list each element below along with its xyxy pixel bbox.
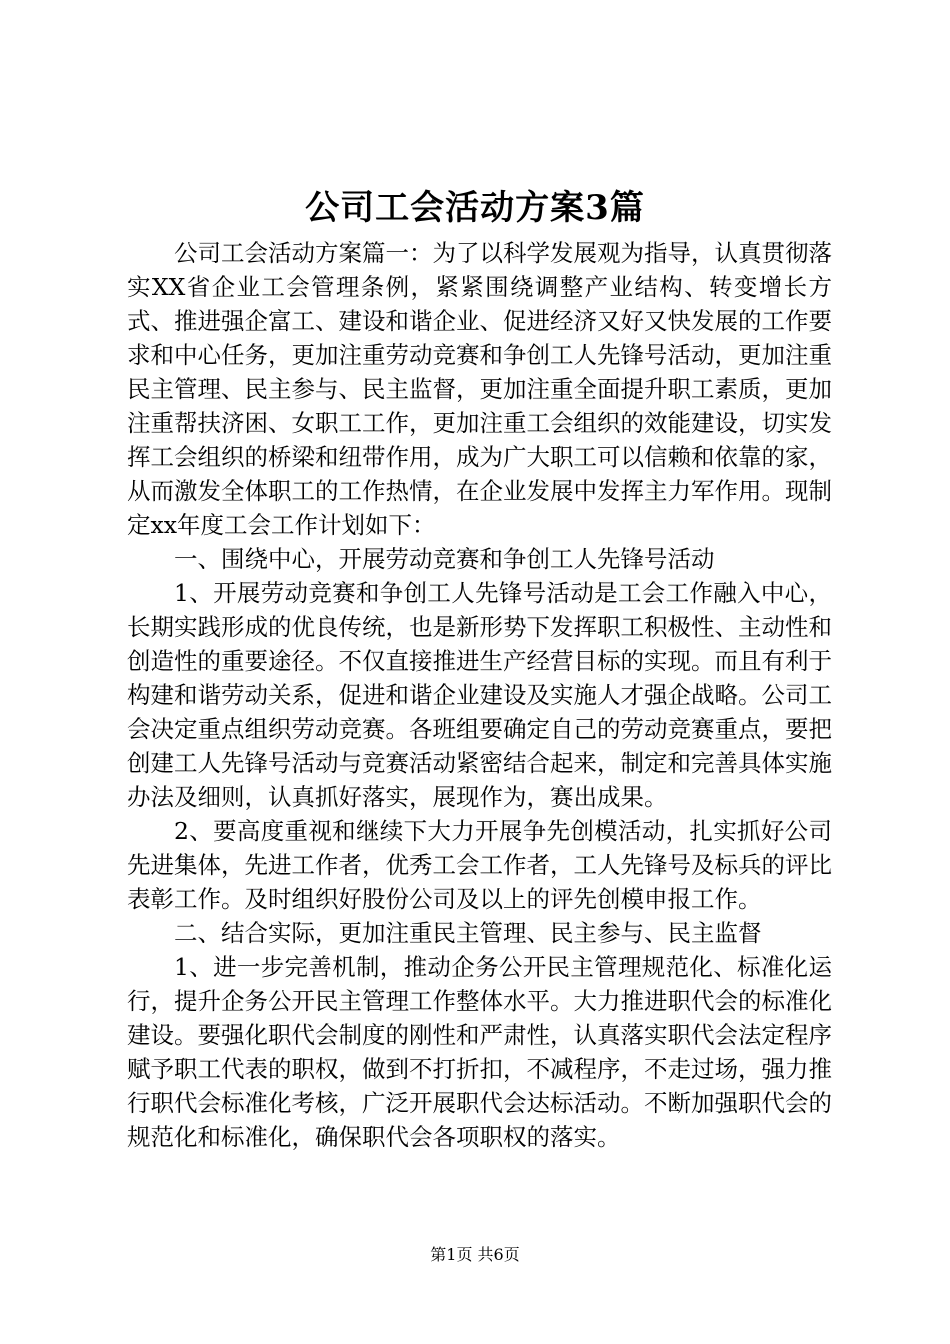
section-heading-2: 二、结合实际，更加注重民主管理、民主参与、民主监督 <box>174 919 762 947</box>
page-number: 第1页 共6页 <box>430 1245 520 1264</box>
section-heading-1: 一、围绕中心，开展劳动竞赛和争创工人先锋号活动 <box>174 545 715 573</box>
paragraph-2-1: 1、进一步完善机制，推动企务公开民主管理规范化、标准化运行，提升企务公开民主管理工作整体水平。大力推进职代会的标准化建设。要强化职代会制度的刚性和严肃性，认真落实职代会法定程序赋予职工代表的职权，做到不打折扣，不减程序，不走过场，强力推行职代会标准化考核，广泛开展职代会达标活动。不断加强职代会的规范化和标准化，确保职代会各项职权的落实。 <box>127 953 832 1151</box>
document-title: 公司工会活动方案3篇 <box>305 188 645 228</box>
paragraph-1-1: 1、开展劳动竞赛和争创工人先锋号活动是工会工作融入中心，长期实践形成的优良传统，也是新形势下发挥职工积极性、主动性和创造性的重要途径。不仅直接推进生产经营目标的实现。而且有利于构建和谐劳动关系，促进和谐企业建设及实施人才强企战略。公司工会决定重点组织劳动竞赛。各班组要确定自己的劳动竞赛重点，要把创建工人先锋号活动与竞赛活动紧密结合起来，制定和完善具体实施办法及细则，认真抓好落实，展现作为，赛出成果。 <box>127 579 832 811</box>
paragraph-1-2: 2、要高度重视和继续下大力开展争先创模活动，扎实抓好公司先进集体，先进工作者，优秀工会工作者，工人先锋号及标兵的评比表彰工作。及时组织好股份公司及以上的评先创模申报工作。 <box>127 817 832 913</box>
document-body <box>127 236 832 1154</box>
paragraph-intro: 公司工会活动方案篇一：为了以科学发展观为指导，认真贯彻落实XX省企业工会管理条例，紧紧围绕调整产业结构、转变增长方式、推进强企富工、建设和谐企业、促进经济又好又快发展的工作要求和中心任务，更加注重劳动竞赛和争创工人先锋号活动，更加注重民主管理、民主参与、民主监督，更加注重全面提升职工素质，更加注重帮扶济困、女职工工作，更加注重工会组织的效能建设，切实发挥工会组织的桥梁和纽带作用，成为广大职工可以信赖和依靠的家，从而激发全体职工的工作热情，在企业发展中发挥主力军作用。现制定xx年度工会工作计划如下： <box>127 239 832 539</box>
